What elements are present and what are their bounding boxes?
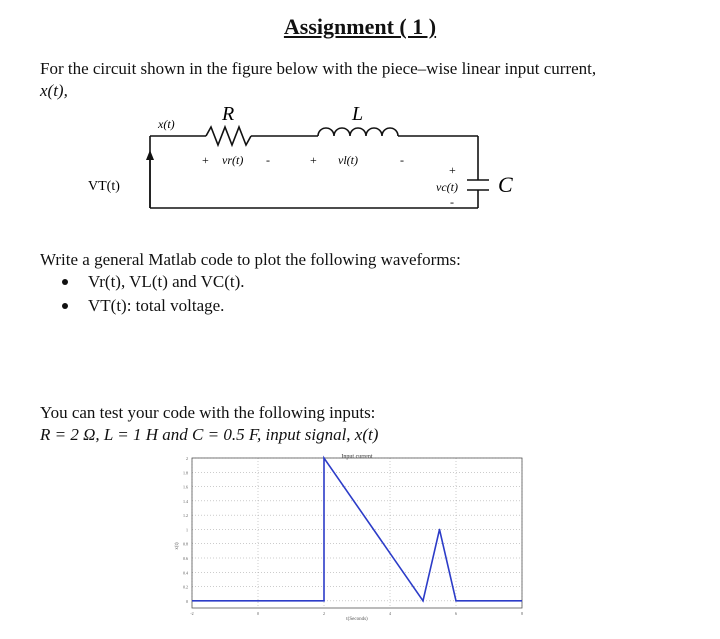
chart-plot-area [192,458,522,608]
vr-minus: - [266,153,270,167]
resistor-label: R [222,103,235,125]
bullet-dot [62,303,68,309]
test-text-line1: You can test your code with the following inputs: [40,403,376,422]
vt-label: VT(t) [88,179,120,194]
vl-label: vl(t) [338,153,358,167]
circuit-diagram [0,96,720,236]
vc-label: vc(t) [436,180,458,194]
chart-ytick-label: 0.6 [183,556,188,561]
vc-minus: - [450,195,454,209]
chart-xlabel: t(Seconds) [346,617,368,622]
chart-xtick-label: -2 [190,611,194,616]
chart-point [257,600,259,602]
chart-xtick-label: 0 [257,611,259,616]
chart-xtick-label: 8 [521,611,523,616]
vc-plus: + [449,163,456,177]
source-current-label: x(t) [158,117,175,131]
bullet-list [62,270,245,318]
chart-ytick-label: 1.2 [183,513,188,519]
bullet-dot [62,279,68,285]
bullet-item-1 [62,270,245,294]
chart-xtick-label: 2 [323,611,325,616]
chart-ylabel: x(t) [175,542,180,550]
chart-title: Input current [341,454,373,460]
chart-ytick-label: 1.8 [183,470,188,476]
bullet-item-2 [62,294,245,318]
chart-ytick-label: 1.6 [183,484,188,490]
chart-xtick-label: 6 [455,611,457,616]
capacitor-label: C [498,172,513,197]
chart-ytick-label: 1 [186,527,188,533]
chart-ytick-label: 0 [186,598,188,604]
chart-ytick-label: 2 [186,456,188,461]
test-text-line2: R = 2 Ω, L = 1 H and C = 0.5 F, input signal, x(t) [40,425,379,444]
bullet-text-1: Vr(t), VL(t) and VC(t). [88,272,245,291]
chart-ytick-label: 0.4 [183,570,188,576]
source-arrow-head [146,150,154,160]
intro-text-line2: x(t), [40,81,68,100]
bullet-text-2: VT(t): total voltage. [88,296,225,315]
chart-point [439,529,441,531]
vl-minus: - [400,153,404,167]
inductor-label: L [352,103,364,125]
chart-xtick-label: 4 [389,611,391,616]
chart-point [323,457,325,459]
vl-plus: + [310,153,317,167]
intro-text-line1: For the circuit shown in the figure below with the piece–wise linear input current, [40,59,597,78]
vr-label: vr(t) [222,153,244,167]
chart-point [422,600,424,602]
chart-point [323,600,325,602]
resistor-zigzag [206,127,251,145]
chart-ytick-label: 1.4 [183,498,188,504]
input-current-chart [0,448,720,634]
chart-ytick-label: 0.8 [183,541,188,547]
task-text: Write a general Matlab code to plot the following waveforms: [40,250,461,269]
page-title: Assignment ( 1 ) [283,14,437,39]
vr-plus: + [202,153,209,167]
inductor-coil [318,128,398,136]
chart-ytick-label: 0.2 [183,584,188,590]
chart-point [455,600,457,602]
